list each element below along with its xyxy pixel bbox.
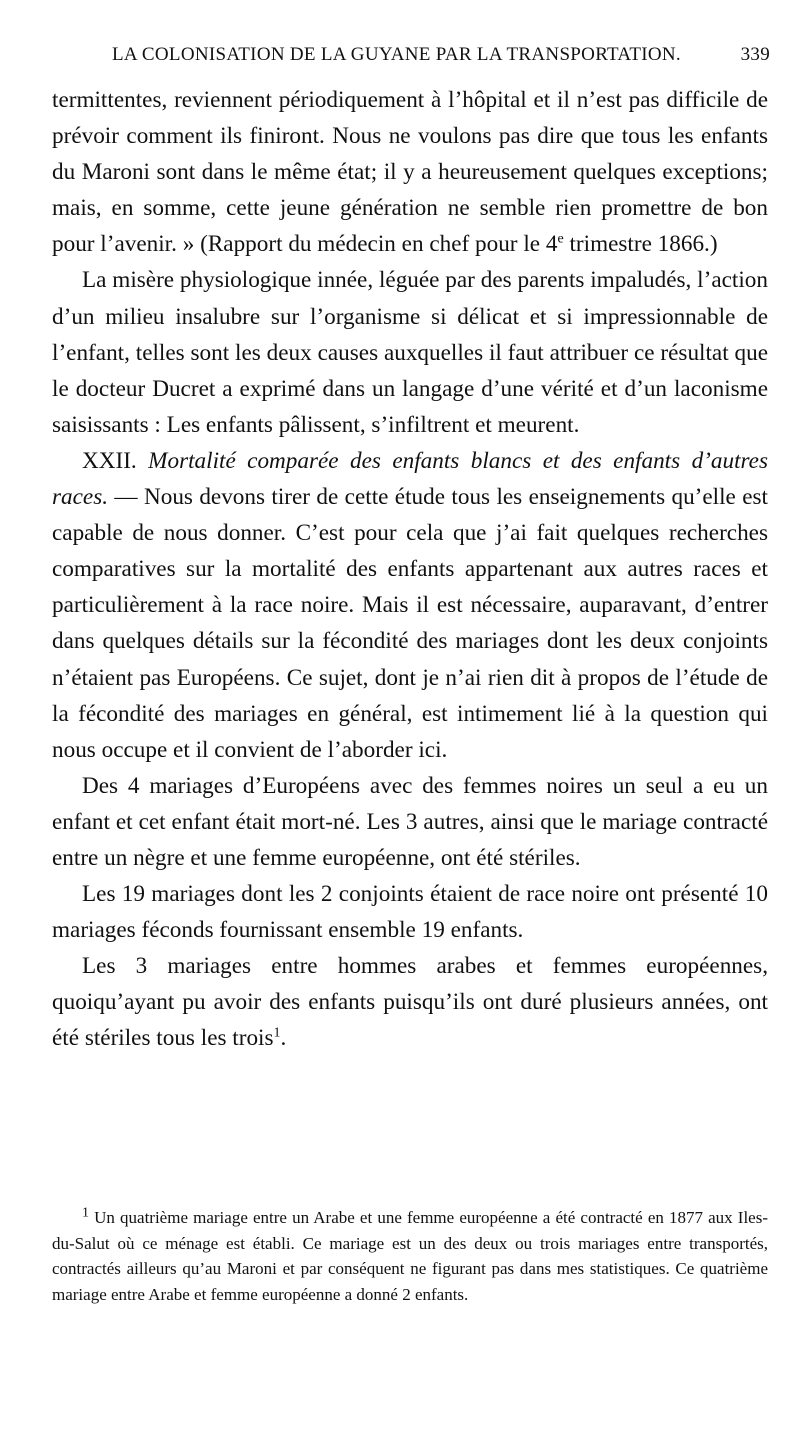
- paragraph-3-text: — Nous devons tirer de cette étude tous les enseignements qu’elle est capable de nous donner. C’est pour cela que j’ai fait quelques recherches comparatives sur la mortalité des enfants appartenant aux autres races et particulièrement à la race noire. Mais il est nécessaire, auparavant, d’entrer dans quelques détails sur la fécondité des mariages dont les deux conjoints n’étaient pas Européens. Ce sujet, dont je n’ai rien dit à propos de l’étude de la fécondité des mariages en général, est intimement lié à la question qui nous occupe et il convient de l’aborder ici.: [52, 484, 768, 763]
- body-text: [52, 82, 768, 1057]
- paragraph-6-end: .: [280, 1025, 287, 1052]
- paragraph-4: Des 4 mariages d’Européens avec des femmes noires un seul a eu un enfant et cet enfant était mort-né. Les 3 autres, ainsi que le mariage contracté entre un nègre et une femme européenne, ont été stériles.: [52, 772, 768, 871]
- paragraph-6: [52, 948, 768, 1056]
- footnote-marker: 1: [82, 1205, 89, 1221]
- page-number: 339: [740, 44, 770, 65]
- section-number: XXII.: [82, 447, 149, 474]
- running-title: LA COLONISATION DE LA GUYANE PAR LA TRANSPORTATION.: [112, 44, 681, 65]
- ordinal-number: 4: [545, 231, 558, 258]
- paragraph-3: [52, 443, 768, 768]
- section-title: Mortalité comparée des enfants blancs et des enfants d’autres races.: [52, 447, 768, 511]
- footnote: [52, 1205, 768, 1307]
- paragraph-1-text: termittentes, reviennent périodiquement à l’hôpital et il n’est pas difficile de prévoir comment ils finiront. Nous ne voulons pas dire que tous les enfants du Maroni sont dans le même état; il y a heureusement quelques exceptions; mais, en somme, cette jeune génération ne semble rien promettre de bon pour l’avenir. » (Rapport du médecin en chef pour le: [52, 87, 768, 258]
- footnote-paragraph: [52, 1205, 768, 1307]
- paragraph-5: Les 19 mariages dont les 2 conjoints étaient de race noire ont présenté 10 mariages féconds fournissant ensemble 19 enfants.: [52, 881, 768, 944]
- paragraph-1-end: trimestre 1866.): [563, 231, 718, 258]
- running-head: [52, 44, 770, 74]
- paragraph-2: La misère physiologique innée, léguée par des parents impaludés, l’action d’un milieu insalubre sur l’organisme si délicat et si impressionnable de l’enfant, telles sont les deux causes auxquelles il faut attribuer ce résultat que le docteur Ducret a exprimé dans un langage d’une vérité et d’un laconisme saisissants : Les enfants pâlissent, s’infiltrent et meurent.: [52, 267, 768, 438]
- ordinal-superscript: e: [557, 231, 564, 247]
- paragraph-1: [52, 82, 768, 262]
- footnote-reference: 1: [273, 1025, 281, 1041]
- footnote-text: Un quatrième mariage entre un Arabe et une femme européenne a été contracté en 1877 aux Iles-du-Salut où ce ménage est établi. Ce mariage est un des deux ou trois mariages entre transportés, contractés ailleurs qu’au Maroni et par conséquent ne figurant pas dans mes statistiques. Ce quatrième mariage entre Arabe et femme européenne a donné 2 enfants.: [52, 1208, 768, 1304]
- paragraph-6-text: Les 3 mariages entre hommes arabes et femmes européennes, quoiqu’ayant pu avoir des enfants puisqu’ils ont duré plusieurs années, ont été stériles tous les trois: [52, 953, 768, 1052]
